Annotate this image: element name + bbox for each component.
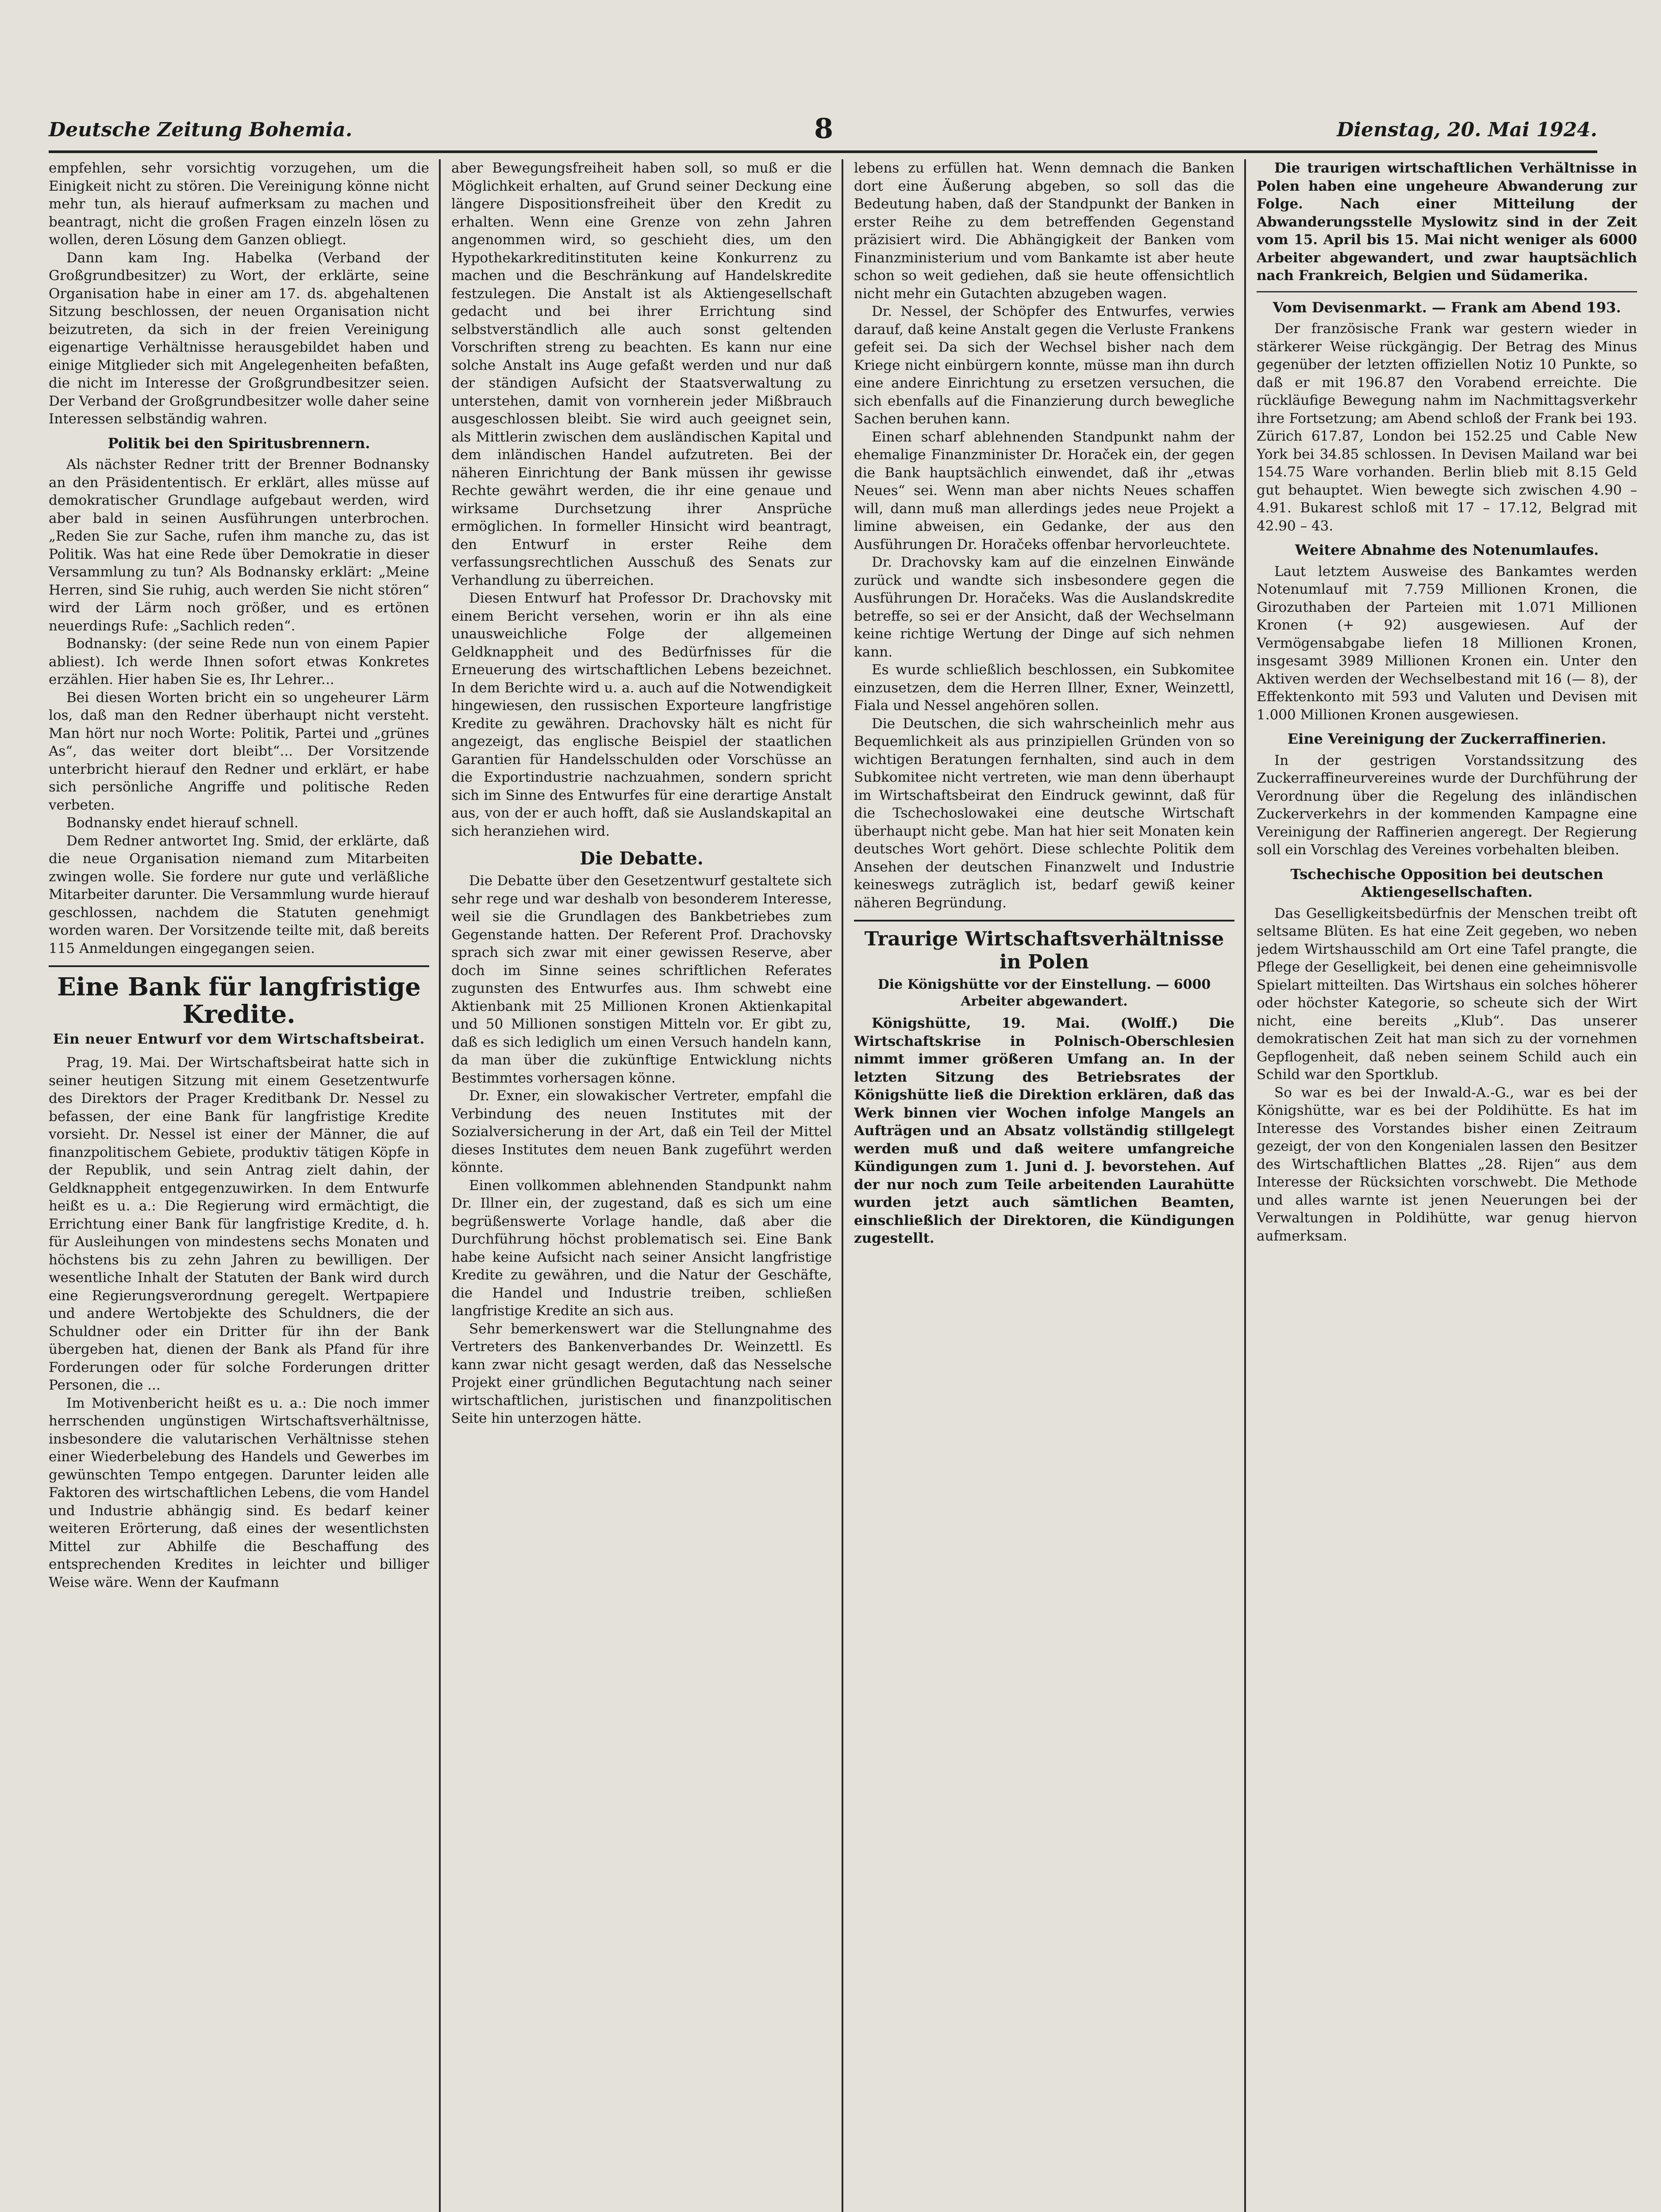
section-subheading: Vom Devisenmarkt. — Frank am Abend 193. — [1273, 299, 1621, 316]
section-subheading: Politik bei den Spiritusbrennern. — [108, 434, 370, 452]
column-rule — [439, 159, 441, 2212]
article-headline: Eine Bank für langfristige Kredite. — [49, 965, 429, 1028]
paragraph: empfehlen, sehr vorsichtig vorzugehen, um die Einigkeit nicht zu stören. Die Vereinigung könne nicht mehr tun, als hierauf aufmerksam zu machen und beantragt, nicht die großen Fragen einzeln lösen zu wollen, deren Lösung dem Ganzen obliegt. — [49, 160, 429, 248]
column-rule — [1244, 159, 1246, 2212]
paragraph: lebens zu erfüllen hat. Wenn demnach die Banken dort eine Äußerung abgeben, so soll das die Bedeutung haben, daß der Standpunkt der Banken in erster Reihe zu dem betreffenden Gegenstand präzisiert wird. Die Abhängigkeit der Banken vom Finanzministerium und vom Bankamte ist aber heute schon so weit gediehen, daß sie heute offensichtlich nicht mehr ein Gutachten abzugeben wagen. — [854, 160, 1234, 302]
divider — [1257, 291, 1637, 292]
column-2 — [451, 159, 832, 2212]
paper-name: Deutsche Zeitung Bohemia. — [49, 119, 353, 141]
paragraph: Dr. Exner, ein slowakischer Vertreter, empfahl die Verbindung des neuen Institutes mit der Sozialversicherung in der Art, daß ein Teil der Mittel dieses Institutes dem neuen Bank zugeführt werden könnte. — [451, 1088, 832, 1175]
paragraph: Die Deutschen, die sich wahrscheinlich mehr aus Bequemlichkeit als aus prinzipiellen Gründen von so wichtigen Beratungen fernhalten, sind auch in dem Subkomitee nicht vertreten, wie man denn überhaupt im Wirtschaftsbeirat den Eindruck gewinnt, daß für die Tschechoslowakei eine deutsche Wirtschaft überhaupt nicht gebe. Man hat hier seit Monaten kein deutsches Wort gehört. Diese schlechte Politik dem Ansehen der deutschen Finanzwelt und Industrie keineswegs zuträglich ist, bedarf gewiß keiner näheren Begründung. — [854, 715, 1234, 911]
lead-paragraph: Die traurigen wirtschaftlichen Verhältnisse in Polen haben eine ungeheure Abwanderung zur Folge. Nach einer Mitteilung der Abwanderungsstelle Myslowitz sind in der Zeit vom 15. April bis 15. Mai nicht weniger als 6000 Arbeiter abgewandert, und zwar hauptsächlich nach Frankreich, Belgien und Südamerika. — [1257, 160, 1637, 284]
paragraph: In der gestrigen Vorstandssitzung des Zuckerraffineurvereines wurde der Durchführung der Verordnung über die Regelung des inländischen Zuckerverkehrs in der kommenden Kampagne eine Vereinigung der Raffinerien angeregt. Der Regierung soll ein Vorschlag des Vereines vorbehalten bleiben. — [1257, 752, 1637, 858]
paragraph: Als nächster Redner tritt der Brenner Bodnansky an den Präsidententisch. Er erklärt, alles müsse auf demokratischer Grundlage aufgebaut werden, wird aber bald in seinen Ausführungen unterbrochen. „Reden Sie zur Sache, rufen ihm manche zu, das ist Politik. Was hat eine Rede über Demokratie in dieser Versammlung zu tun? Als Bodnansky erklärt: „Meine Herren, sind Sie ruhig, auch werden Sie nicht stören“ wird der Lärm noch größer, und es ertönen neuerdings Rufe: „Sachlich reden“. — [49, 457, 429, 634]
paragraph: Dem Redner antwortet Ing. Smid, der erklärte, daß die neue Organisation niemand zum Mitarbeiten zwingen wolle. Sie fordere nur gute und verläßliche Mitarbeiter darunter. Die Versammlung wurde hierauf geschlossen, nachdem die Statuten genehmigt worden waren. Der Vorsitzende teilte mit, daß bereits 115 Anmeldungen eingegangen seien. — [49, 833, 429, 956]
paragraph: Laut letztem Ausweise des Bankamtes werden Notenumlauf mit 7.759 Millionen Kronen, die Girozuthaben der Parteien mit 1.071 Millionen Kronen (+ 92) ausgewiesen. Auf der Vermögensabgabe liefen 18 Millionen Kronen, insgesamt 3989 Millionen Kronen ein. Unter den Aktiven werden der Wechselbestand mit 16 (— 8), der Effektenkonto mit 593 und Valuten und Devisen mit 1.000 Millionen Kronen ausgewiesen. — [1257, 563, 1637, 723]
paragraph: Die Debatte über den Gesetzentwurf gestaltete sich sehr rege und war deshalb von besonderem Interesse, weil sie die Grundlagen des Bankbetriebes zum Gegenstande hatten. Der Referent Prof. Drachovsky sprach sich zwar mit einer gewissen Reserve, aber doch im Sinne seines schriftlichen Referates zugunsten des Entwurfes aus. Ihm schwebt eine Aktienbank mit 25 Millionen Kronen Aktienkapital und 50 Millionen sonstigen Mitteln vor. Er gibt zu, daß es sich lediglich um einen Versuch handeln kann, da man über die zukünftige Entwicklung nichts Bestimmtes vorhersagen könne. — [451, 873, 832, 1086]
dateline: Dienstag, 20. Mai 1924. — [1337, 119, 1597, 141]
paragraph: Dann kam Ing. Habelka (Verband der Großgrundbesitzer) zu Wort, der erklärte, seine Organisation habe in einer am 17. ds. abgehaltenen Sitzung beschlossen, der neuen Organisation nicht beizutreten, da sich in der freien Vereinigung eigenartige Verhältnisse herausgebildet haben und einige Mitglieder sich mit Angelegenheiten befaßten, die nicht im Interesse der Großgrundbesitzer seien. Der Verband der Großgrundbesitzer wolle daher seine Interessen selbständig wahren. — [49, 250, 429, 427]
paragraph: Einen vollkommen ablehnenden Standpunkt nahm Dr. Illner ein, der zugestand, daß es sich um eine begrüßenswerte Vorlage handle, daß aber die Durchführung höchst problematisch sei. Eine Bank habe keine Aufsicht nach seiner Ansicht langfristige Kredite zu gewähren, und die Natur der Geschäfte, die Handel und Industrie treiben, schließen langfristige Kredite an sich aus. — [451, 1177, 832, 1319]
paragraph: Im Motivenbericht heißt es u. a.: Die noch immer herrschenden ungünstigen Wirtschaftsverhältnisse, insbesondere die valutarischen Verhältnisse stehen einer Wiederbelebung des Handels und Gewerbes im gewünschten Tempo entgegen. Darunter leiden alle Faktoren des wirtschaftlichen Lebens, die vom Handel und Industrie abhängig sind. Es bedarf keiner weiteren Erörterung, daß eines der wesentlichsten Mittel zur Abhilfe die Beschaffung des entsprechenden Kredites in leichter und billiger Weise wäre. Wenn der Kaufmann — [49, 1395, 429, 1590]
paragraph: Dr. Drachovsky kam auf die einzelnen Einwände zurück und wandte sich insbesondere gegen die Ausführungen Dr. Horačeks. Was die Auslandskredite betreffe, so sei er der Ansicht, daß der Wechselmann keine richtige Wertung der Dinge auf sich nehmen kann. — [854, 554, 1234, 660]
article-deck: Ein neuer Entwurf vor dem Wirtschaftsbeirat. — [53, 1031, 425, 1047]
paragraph: Es wurde schließlich beschlossen, ein Subkomitee einzusetzen, dem die Herren Illner, Exner, Weinzettl, Fiala und Nessel angehören sollen. — [854, 662, 1234, 714]
section-subheading: Weitere Abnahme des Notenumlaufes. — [1295, 541, 1599, 558]
paragraph: Dr. Nessel, der Schöpfer des Entwurfes, verwies darauf, daß keine Anstalt gegen die Verluste Frankens gefeit sei. Da sich der Wechsel bisher nach dem Kriege nicht einbürgern konnte, müsse man ihn durch eine andere Einrichtung zu ersetzen versuchen, die sich ebenfalls auf die Finanzierung durch bewegliche Sachen beruhen kann. — [854, 303, 1234, 427]
section-subheading: Eine Vereinigung der Zuckerraffinerien. — [1287, 730, 1607, 747]
column-4 — [1257, 159, 1637, 2212]
paragraph: Prag, 19. Mai. Der Wirtschaftsbeirat hatte sich in seiner heutigen Sitzung mit einem Gesetzentwurfe des Direktors der Prager Kreditbank Dr. Nessel zu befassen, der eine Bank für langfristige Kredite vorsieht. Dr. Nessel ist einer der Männer, die auf finanzpolitischem Gebiete, produktiv tätigen Köpfe in der Republik, und sein Antrag zielt dahin, der Geldknappheit entgegenzuwirken. In dem Entwurfe heißt es u. a.: Die Regierung wird ermächtigt, die Errichtung einer Bank für langfristige Kredite, d. h. für Ausleihungen von mindestens sechs Monaten und höchstens bis zu zehn Jahren zu bewilligen. Der wesentliche Inhalt der Statuten der Bank wird durch eine Regierungsverordnung geregelt. Wertpapiere und andere Wertobjekte des Schuldners, die der Schuldner oder ein Dritter für ihn der Bank übergeben hat, dienen der Bank als Pfand für ihre Forderungen oder für solche Forderungen dritter Personen, die ... — [49, 1055, 429, 1393]
paragraph: Bodnansky: (der seine Rede nun von einem Papier abliest). Ich werde Ihnen sofort etwas Konkretes erzählen. Hier haben Sie es, Ihr Lehrer... — [49, 636, 429, 687]
paragraph: Das Geselligkeitsbedürfnis der Menschen treibt oft seltsame Blüten. Es hat eine Zeit gegeben, wo neben jedem Wirtshausschild am Ort eine Tafel prangte, die Pflege der Geselligkeit, bei denen eine geheimnisvolle Spielart mitteilten. Das Wirtshaus ein solches höherer oder höchster Kategorie, so scheute sich der Wirt nicht, eine bereits „Klub“. Das unserer demokratischen Zeit hat man sich zu der vornehmen Gepflogenheit, daß neben seinem Schild auch ein Schild war den Sportklub. — [1257, 905, 1637, 1083]
paragraph: aber Bewegungsfreiheit haben soll, so muß er die Möglichkeit erhalten, auf Grund seiner Deckung eine längere Dispositionsfreiheit über den Kredit zu erhalten. Wenn eine Grenze von zehn Jahren angenommen wird, so geschieht dies, um den Hypothekarkreditinstituten keine Konkurrenz zu machen und die Beschränkung auf Handelskredite festzulegen. Die Anstalt ist als Aktiengesellschaft gedacht und bei ihrer Errichtung sind selbstverständlich alle auch sonst geltenden Vorschriften streng zu beachten. Es kann nur eine solche Anstalt ins Auge gefaßt werden und nur daß der ständigen Aufsicht der Staatsverwaltung zu unterstehen, damit von vornherein jeder Mißbrauch ausgeschlossen bleibt. Sie wird auch geeignet sein, als Mittlerin zwischen dem ausländischen Kapital und dem inländischen Handel aufzutreten. Bei der näheren Einrichtung der Bank müssen ihr gewisse Rechte gewährt werden, die ihr eine genaue und wirksame Durchsetzung ihrer Ansprüche ermöglichen. In formeller Hinsicht wird beantragt, den Entwurf in erster Reihe dem verfassungsrechtlichen Ausschuß des Senats zur Verhandlung zu überreichen. — [451, 160, 832, 588]
column-3 — [854, 159, 1234, 2212]
paragraph: Diesen Entwurf hat Professor Dr. Drachovsky mit einem Bericht versehen, worin er ihn als eine unausweichliche Folge der allgemeinen Geldknappheit und des Bedürfnisses für die Erneuerung des wirtschaftlichen Lebens bezeichnet. In dem Berichte wird u. a. auch auf die Notwendigkeit hingewiesen, den russischen Exporteure langfristige Kredite zu gewähren. Drachovsky hält es nicht für angezeigt, das englische Beispiel der staatlichen Garantien für Handelsschulden oder Vorschüsse an die Exportindustrie nachzuahmen, sondern spricht sich im Sinne des Entwurfes für eine derartige Anstalt aus, von der er auch hofft, daß sie Auslandskapital an sich heranziehen wird. — [451, 590, 832, 839]
paragraph: Einen scharf ablehnenden Standpunkt nahm der ehemalige Finanzminister Dr. Horaček ein, der gegen die Bank hauptsächlich einwendet, daß ihr „etwas Neues“ sei. Wenn man aber nichts Neues schaffen will, dann muß man allerdings jedes neue Projekt a limine abweisen, ein Gedanke, der aus den Ausführungen Dr. Horačeks offenbar hervorleuchtete. — [854, 429, 1234, 553]
article-deck: Die Königshütte vor der Einstellung. — 6000 Arbeiter abgewandert. — [877, 977, 1211, 1009]
section-subheading: Tschechische Opposition bei deutschen Aktiengesellschaften. — [1290, 865, 1603, 900]
section-subheading: Die Debatte. — [580, 848, 704, 869]
paragraph: Bodnansky endet hierauf schnell. — [66, 815, 299, 831]
paragraph: Königshütte, 19. Mai. (Wolff.) Die Wirtschaftskrise in Polnisch-Oberschlesien nimmt immer größeren Umfang an. In der letzten Sitzung des Betriebsrates der Königshütte ließ die Direktion erklären, daß das Werk binnen vier Wochen infolge Mangels an Aufträgen und an Absatz vollständig stillgelegt werden muß und daß weitere umfangreiche Kündigungen zum 1. Juni d. J. bevorstehen. Auf der nur noch zum Teile arbeitenden Laurahütte wurden jetzt auch sämtlichen Beamten, einschließlich der Direktoren, die Kündigungen zugestellt. — [854, 1015, 1234, 1246]
paragraph: So war es bei der Inwald-A.-G., war es bei der Königshütte, war es bei der Poldihütte. Es hat im Interesse des Vorstandes bisher einen Zeitraum gezeigt, der von den Kongenialen lassen den Besitzer des Wirtschaftlichen Blattes „28. Rijen“ aus dem Interesse der Rücksichten vorschwebt. Die Methode und alles warnte ist jenen Neuerungen bei der Verwaltungen in Poldihütte, war genug hiervon aufmerksam. — [1257, 1084, 1637, 1244]
paragraph: Der französische Frank war gestern wieder in stärkerer Weise rückgängig. Der Betrag des Minus gegenüber der letzten offiziellen Notiz 10 Punkte, so daß er mit 196.87 den Vorabend erreichte. Die rückläufige Bewegung nahm im Nachmittagsverkehr ihre Fortsetzung; am Abend schloß der Frank bei 193. Zürich 617.87, London bei 152.25 und Cable New York bei 34.85 schlossen. In Devisen Mailand war bei 154.75 Ware vorhanden. Berlin blieb mit 8.15 Geld gut behauptet. Wien bewegte sich zwischen 4.90 – 4.91. Bukarest schloß mit 17 – 17.12, Belgrad mit 42.90 – 43. — [1257, 321, 1637, 534]
column-rule — [842, 159, 843, 2212]
paragraph: Sehr bemerkenswert war die Stellungnahme des Vertreters des Bankenverbandes Dr. Weinzettl. Es kann zwar nicht gesagt werden, daß das Nesselsche Projekt einer gründlichen Begutachtung nach seiner wirtschaftlichen, juristischen und finanzpolitischen Seite hin unterzogen hätte. — [451, 1321, 832, 1426]
paragraph: Bei diesen Worten bricht ein so ungeheurer Lärm los, daß man den Redner überhaupt nicht versteht. Man hört nur noch Worte: Politik, Partei und „grünes As“, das weiter dort bleibt“... Der Vorsitzende unterbricht hierauf den Redner und erklärt, er habe sich persönliche Angriffe und politische Reden verbeten. — [49, 689, 429, 813]
column-1 — [49, 159, 429, 2212]
article-headline: Traurige Wirtschaftsverhältnisse in Polen — [854, 920, 1234, 974]
masthead — [49, 111, 1597, 153]
page-number: 8 — [814, 112, 834, 145]
